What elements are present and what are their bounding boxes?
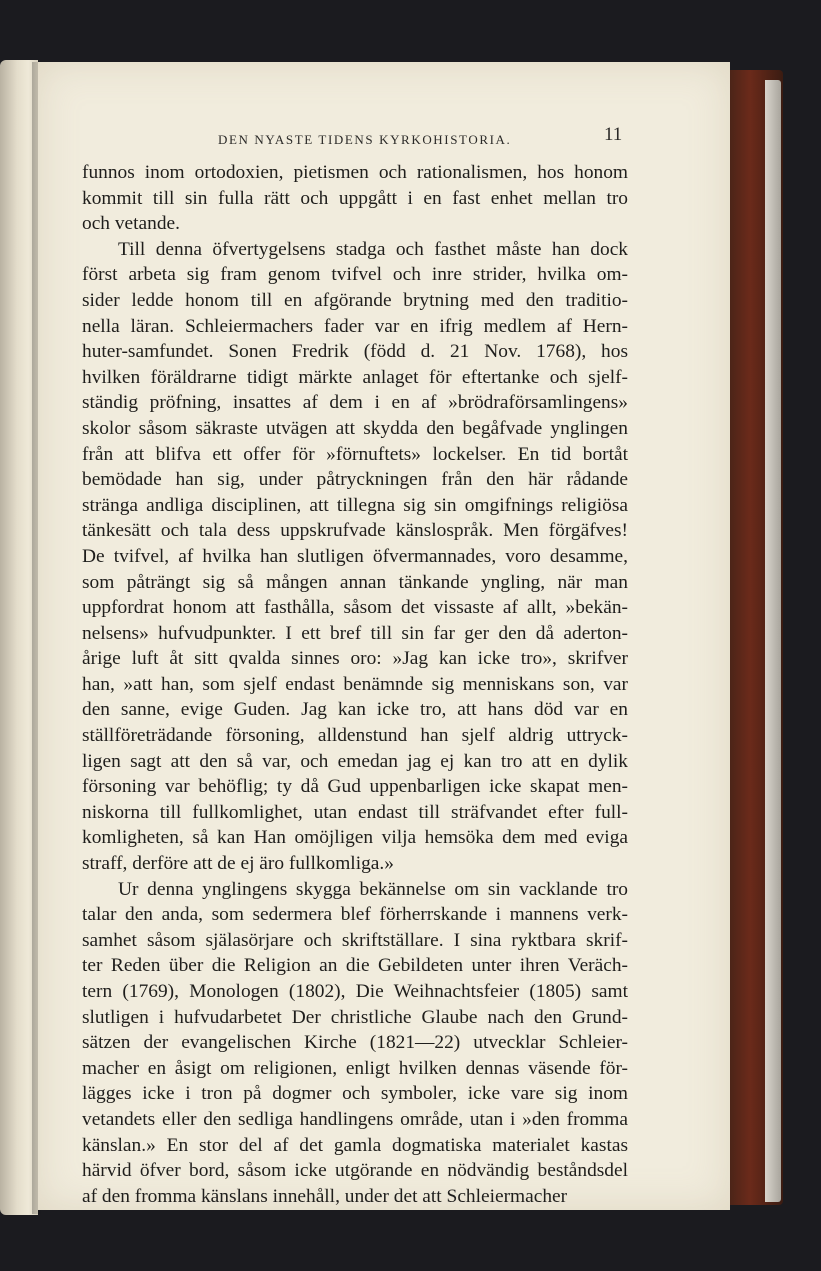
text-line: stränga andliga disciplinen, att tillegna sig sin omgifnings religiösa (82, 494, 628, 516)
text-line: och vetande. (82, 213, 180, 235)
text-line: sätzen der evangelischen Kirche (1821—22) utvecklar Schleier- (82, 1032, 628, 1054)
body-text (82, 160, 628, 1209)
text-line: årige luft åt sitt qvalda sinnes oro: »Jag kan icke tro», skrifver (82, 648, 628, 670)
text-line: ställföreträdande försoning, alldenstund han sjelf aldrig uttryck- (82, 725, 628, 747)
text-line: sider ledde honom till en afgörande brytning med den traditio- (82, 289, 628, 311)
text-line: först arbeta sig fram genom tvifvel och inre strider, hvilka om- (82, 264, 628, 286)
text-line: straff, derföre att de ej äro fullkomliga.» (82, 853, 394, 875)
text-line: den sanne, evige Guden. Jag kan icke tro, att hans död var en (82, 699, 628, 721)
text-line: bemödade han sig, under påtryckningen från den här rådande (82, 469, 628, 491)
text-line: niskorna till fullkomlighet, utan endast till sträfvandet efter full- (82, 801, 628, 823)
text-line: komligheten, så kan Han omöjligen vilja hemsöka dem med eviga (82, 827, 628, 849)
text-line: han, »att han, som sjelf endast benämnde sig menniskans son, var (82, 673, 628, 695)
text-line: tänkesätt och tala dess uppskrufvade känslospråk. Men förgäfves! (82, 520, 628, 542)
text-line: som påträngt sig så mången annan tänkande yngling, när man (82, 571, 628, 593)
text-line: ligen sagt att den så var, och emedan jag ej kan tro att en dylik (82, 750, 628, 772)
text-line: tern (1769), Monologen (1802), Die Weihnachtsfeier (1805) samt (82, 981, 628, 1002)
running-head: DEN NYASTE TIDENS KYRKOHISTORIA. (218, 132, 512, 147)
text-line: skolor såsom säkraste utvägen att skydda den begåfvade ynglingen (82, 417, 628, 439)
text-line: från att blifva ett offer för »förnuftets» lockelser. En tid bortåt (82, 443, 628, 465)
text-line: vetandets eller den sedliga handlingens område, utan i »den fromma (82, 1108, 628, 1130)
text-line: De tvifvel, af hvilka han slutligen öfvermannades, voro desamme, (82, 545, 628, 567)
text-line: funnos inom ortodoxien, pietismen och rationalismen, hos honom (82, 162, 628, 183)
text-line: känslan.» En stor del af det gamla dogmatiska materialet kastas (82, 1134, 628, 1156)
text-line: huter-samfundet. Sonen Fredrik (född d. 21 Nov. 1768), hos (82, 341, 628, 363)
text-line: kommit till sin fulla rätt och uppgått i en fast enhet mellan tro (82, 187, 628, 209)
book-cover-rim (765, 80, 781, 1202)
text-line: macher en åsigt om religionen, enligt hvilken dennas väsende för- (82, 1057, 628, 1079)
text-line: slutligen i hufvudarbetet Der christliche Glaube nach den Grund- (82, 1006, 628, 1028)
text-line: samhet såsom själasörjare och skriftställare. I sina ryktbara skrif- (82, 929, 628, 951)
page-header (38, 124, 730, 154)
page-number: 11 (604, 124, 623, 145)
text-line: hvilken föräldrarne tidigt märkte anlaget för eftertanke och sjelf- (82, 366, 628, 388)
text-line: af den fromma känslans innehåll, under det att Schleiermacher (82, 1185, 568, 1207)
text-line: uppfordrat honom att fasthålla, såsom det vissaste af allt, »bekän- (82, 597, 628, 619)
text-line: ständig pröfning, insattes af dem i en af »brödraförsamlingens» (82, 392, 628, 414)
text-line: Till denna öfvertygelsens stadga och fasthet måste han dock (118, 238, 628, 260)
text-line: talar den anda, som sedermera blef förherrskande i mannens verk- (82, 904, 628, 926)
text-line: härvid öfver bord, såsom icke utgörande en nödvändig beståndsdel (82, 1160, 628, 1182)
text-line: försoning var behöflig; ty då Gud uppenbarligen icke skapat men- (82, 776, 628, 798)
text-line: ter Reden über die Religion an die Gebildeten unter ihren Veräch- (82, 955, 628, 977)
text-line: nella läran. Schleiermachers fader var en ifrig medlem af Hern- (82, 315, 628, 337)
book-page (38, 62, 730, 1210)
text-line: Ur denna ynglingens skygga bekännelse om sin vacklande tro (118, 878, 628, 900)
text-line: nelsens» hufvudpunkter. I ett bref till sin far ger den då aderton- (82, 622, 628, 644)
text-line: lägges icke i tron på dogmer och symboler, icke vare sig inom (82, 1083, 628, 1105)
